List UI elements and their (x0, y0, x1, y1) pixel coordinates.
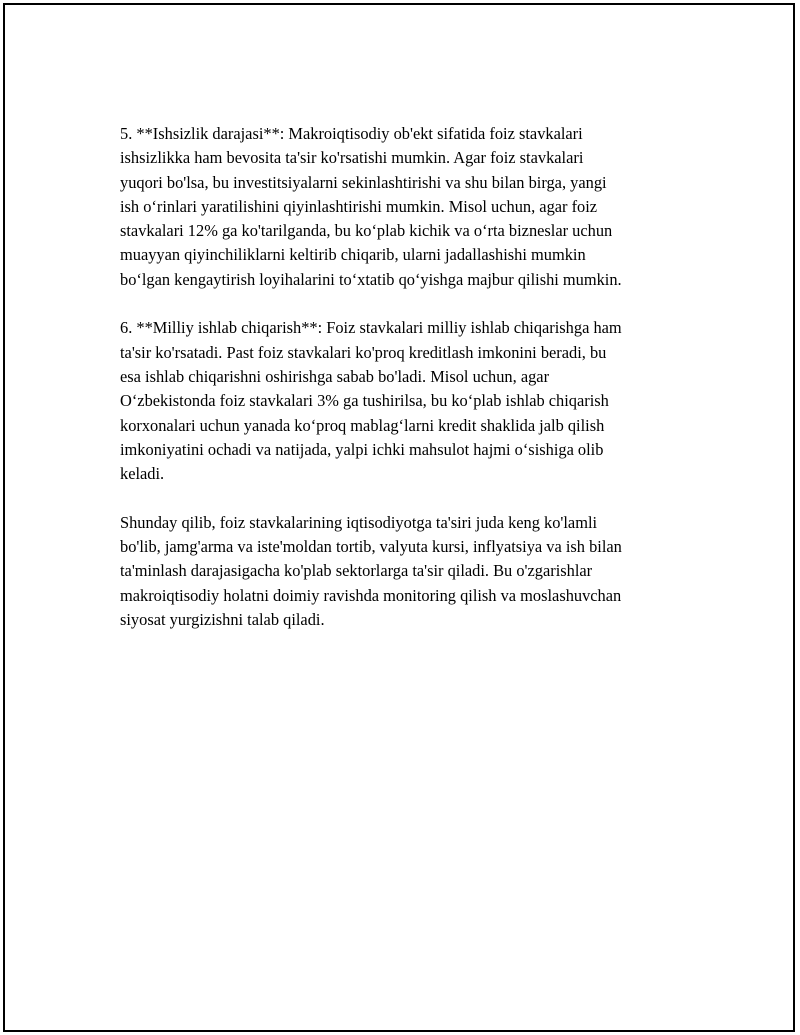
text-line: muayyan qiyinchiliklarni keltirib chiqarib, ularni jadallashishi mumkin (120, 245, 586, 265)
text-line: 6. **Milliy ishlab chiqarish**: Foiz stavkalari milliy ishlab chiqarishga ham (120, 318, 622, 338)
text-line: korxonalari uchun yanada ko‘proq mablag‘larni kredit shaklida jalb qilish (120, 415, 605, 435)
text-line: keladi. (120, 464, 165, 484)
text-line: ishsizlikka ham bevosita ta'sir ko'rsatishi mumkin. Agar foiz stavkalari (120, 148, 584, 168)
text-line: ta'minlash darajasigacha ko'plab sektorlarga ta'sir qiladi. Bu o'zgarishlar (120, 561, 593, 581)
paragraph-unemployment (120, 122, 705, 292)
text-line: siyosat yurgizishni talab qiladi. (120, 609, 325, 629)
text-line: ish o‘rinlari yaratilishini qiyinlashtirishi mumkin. Misol uchun, agar foiz (120, 196, 598, 216)
text-line: imkoniyatini ochadi va natijada, yalpi ichki mahsulot hajmi o‘sishiga olib (120, 439, 604, 459)
document-page (3, 3, 795, 1032)
text-line: stavkalari 12% ga ko'tarilganda, bu ko‘plab kichik va o‘rta bizneslar uchun (120, 221, 613, 241)
paragraph-national-production (120, 316, 705, 486)
text-line: ta'sir ko'rsatadi. Past foiz stavkalari ko'proq kreditlash imkonini beradi, bu (120, 342, 607, 362)
paragraph-conclusion (120, 511, 705, 632)
document-body (120, 122, 705, 657)
text-line: Shunday qilib, foiz stavkalarining iqtisodiyotga ta'siri juda keng ko'lamli (120, 512, 598, 532)
text-line: bo‘lgan kengaytirish loyihalarini to‘xtatib qo‘yishga majbur qilishi mumkin. (120, 269, 622, 289)
text-line: makroiqtisodiy holatni doimiy ravishda monitoring qilish va moslashuvchan (120, 585, 622, 605)
text-line: yuqori bo'lsa, bu investitsiyalarni sekinlashtirishi va shu bilan birga, yangi (120, 172, 607, 192)
text-line: bo'lib, jamg'arma va iste'moldan tortib, valyuta kursi, inflyatsiya va ish bilan (120, 537, 622, 557)
text-line: O‘zbekistonda foiz stavkalari 3% ga tushirilsa, bu ko‘plab ishlab chiqarish (120, 391, 609, 411)
text-line: 5. **Ishsizlik darajasi**: Makroiqtisodiy ob'ekt sifatida foiz stavkalari (120, 124, 583, 143)
text-line: esa ishlab chiqarishni oshirishga sabab bo'ladi. Misol uchun, agar (120, 366, 550, 386)
